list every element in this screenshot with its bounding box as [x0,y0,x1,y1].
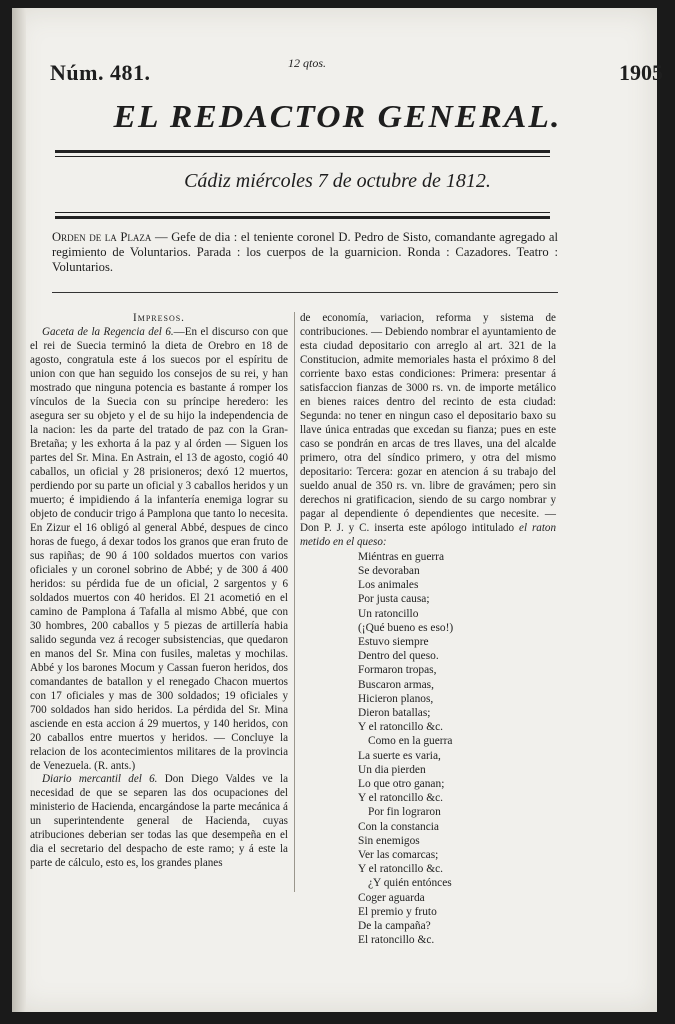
poem-line: Buscaron armas, [358,678,434,691]
article-gaceta-text: —En el discurso con que el rei de Suecia terminó la dieta de Orebro en 18 de agosto, congratula este á los suecos por el espíritu de union con que han seguido los consejos de su rei, y han mostrado que ninguna potencia es bastante á romper los vínculos de la Suecia con su príncipe heredero: les asegura ser su objeto y el de su hijo la independencia de la nacion: les da parte del tratado de paz con la Gran-Bretaña; y les exhorta á la paz y al órden — Siguen los partes del Sr. Mina. En Astrain, el 13 de agosto, cogió 40 caballos, un oficial y 28 prisioneros; dexó 12 muertos, perdiendo por su parte un oficial y 3 caballos heridos y un muerto; é impidiendo á la infantería enemiga lograr su objeto de conducir trigo á Pamplona que tanto lo necesita. En Zizur el 16 obligó al general Abbé, despues de cinco horas de fuego, á dexar todos los granos que eran fruto de sus rapiñas; de 90 á 100 soldados muertos con varios oficiales y un coronel sobrino de Abbé; y de 300 á 400 heridos: su pérdida fue de un oficial, 2 sargentos y 6 soldados muertos con 40 heridos. El 21 acometió en el camino de Pamplona á Tafalla al mismo Abbé, que con 30 hombres, 200 caballos y 5 piezas de artillería habia salido segunda vez á recoger subsistencias, que quedaron en manos del Sr. Mina con fusiles, maletas y mochilas. Abbé y los barones Mocum y Cassan fueron heridos, dos comandantes de batallon y el renegado Chacon muertos con 17 oficiales y mas de 300 soldados; 19 oficiales y 700 soldados han sido heridos. La pérdida del Sr. Mina asciende en esta accion á 29 muertos, y 140 heridos, con 20 caballos entre muertos y heridos. — Concluye la relacion de los acontecimientos militares de la provincia de Venezuela. (R. ants.) [30,325,288,772]
dateline: Cádiz miércoles 7 de octubre de 1812. [184,170,491,192]
price-note: 12 qtos. [288,56,327,70]
poem-line: Y el ratoncillo &c. [358,863,443,876]
article-gaceta-lead: Gaceta de la Regencia del 6. [42,325,174,338]
apologo-title: el raton metido en el queso: [300,521,557,548]
poem-line: La suerte es varia, [358,749,441,762]
section-heading-impresos: Impresos. [133,312,185,324]
binding-edge [12,8,26,1012]
orden-de-la-plaza [52,230,558,275]
poem-line: El ratoncillo &c. [358,934,435,947]
issue-number: Núm. 481. [50,60,151,85]
poem-line: Hicieron planos, [358,692,434,705]
poem-line: Y el ratoncillo &c. [358,721,443,734]
orden-text: — Gefe de dia : el teniente coronel D. Pedro de Sisto, comandante agregado al regimiento de Voluntarios. Parada : los cuerpos de la guarnicion. Ronda : Cazadores. Teatro : Voluntarios. [52,230,558,274]
orden-label: Orden de la Plaza [52,230,152,244]
poem-line: De la campaña? [358,920,431,933]
poem-line: Los animales [358,579,419,592]
article-continuation [300,312,556,550]
title-rule-thin [55,156,550,157]
date-rule-thin [55,212,550,213]
poem-line: Lo que otro ganan; [358,777,445,790]
article-diario [30,773,288,871]
left-column [30,312,288,871]
poem-line: El premio y fruto [358,905,437,918]
poem-line: Coger aguarda [358,891,425,904]
page-number: 1905 [619,60,663,85]
poem-line: Dieron batallas; [358,706,431,719]
article-gaceta [30,326,288,774]
poem-line: Como en la guerra [368,735,453,748]
poem-line: Un dia pierden [358,763,426,776]
poem-line: Por justa causa; [358,593,430,606]
article-diario-lead: Diario mercantil del 6. [42,773,158,786]
poem-line: Un ratoncillo [358,607,419,620]
article-diario-text: Don Diego Valdes ve la necesidad de que se separen las dos ocupaciones del ministerio de Hacienda, encargándose la parte mecánica á un superintendente general de Hacienda, cuyas atribuciones deberian ser todas las que desempeña en el dia el secretario del despacho de este ramo; y á este la parte de cálculo, esto es, los grandes planes [30,773,288,870]
masthead-row [50,56,663,96]
poem [358,550,556,948]
newspaper-title: EL REDACTOR GENERAL. [113,98,562,134]
date-rule-thick [55,216,550,219]
poem-line: Sin enemigos [358,834,420,847]
right-column [300,312,556,947]
poem-line: Formaron tropas, [358,664,437,677]
section-divider [52,292,558,293]
poem-line: (¡Qué bueno es eso!) [358,621,454,634]
article-continuation-text: de economía, variacion, reforma y sistema de contribuciones. — Debiendo nombrar el ayuntamiento de esta ciudad depositario con arreglo al art. 321 de la Constitucion, admite memoriales hasta el próximo 8 del corriente baxo estas condiciones: Primera: presentar á satisfaccion fianzas de 3000 rs. vn. de importe metálico en bienes raices dentro del recinto de esta ciudad: Segunda: no tener en ningun caso el depositario baxo su llave única entradas que excedan su fianza; pues en este caso se pondrán en arcas de tres llaves, una del alcalde primero, otra del síndico primero, y otra del mismo depositario: Tercera: gozar en atencion á su trabajo del sueldo anual de 350 rs. vn. libre de gravámen; pero sin derechos ni gratificacion, siendo de su cargo nombrar y pagar al dependiente ó dependientes que necesite. — Don P. J. y C. inserta este apólogo intitulado [300,312,556,534]
poem-line: ¿Y quién entónces [368,877,452,890]
poem-line: Por fin lograron [368,806,441,819]
poem-line: Dentro del queso. [358,650,439,663]
poem-line: Ver las comarcas; [358,849,439,861]
poem-line: Se devoraban [358,564,420,577]
title-rule-thick [55,150,550,153]
poem-line: Estuvo siempre [358,635,429,648]
poem-line: Con la constancia [358,820,439,833]
poem-line: Miéntras en guerra [358,550,445,563]
poem-line: Y el ratoncillo &c. [358,792,443,805]
column-separator [294,312,295,892]
